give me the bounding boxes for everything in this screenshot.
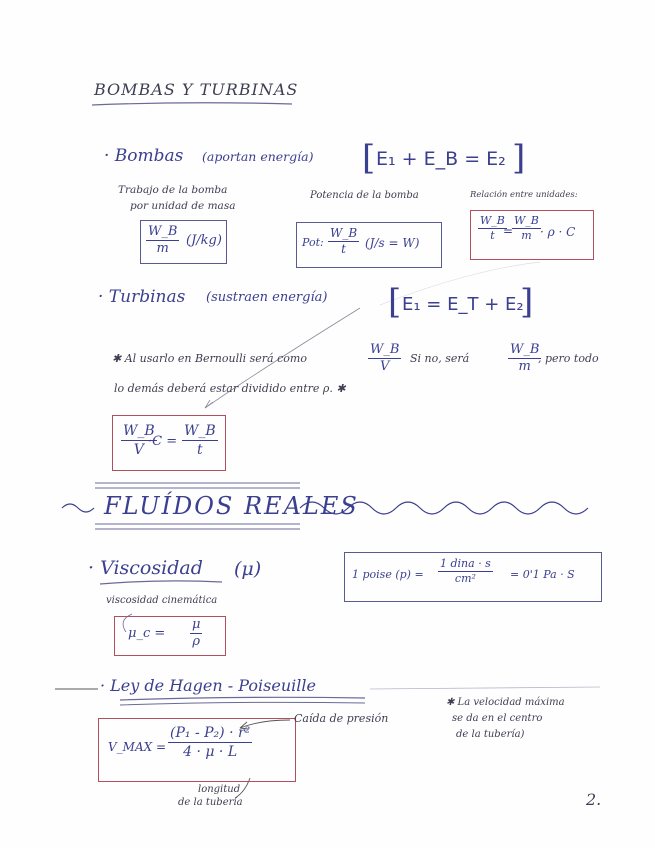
bombas-label: · Bombas [104,146,184,166]
hagen-fraction [168,726,252,760]
hagen-right-rule [370,687,600,689]
longitud-label-1: longitud [198,784,241,795]
bombas-paren: (aportan energía) [202,149,314,164]
title-underline [92,103,292,105]
hagen-num: (P₁ - P₂) · r² [168,726,252,743]
poise-num: 1 dina · s [438,558,493,572]
hagen-label: · Ley de Hagen - Poiseuille [100,676,316,695]
turbinas-paren: (sustraen energía) [206,290,328,305]
relacion-a-den: t [490,229,495,243]
cinematica-lhs: μ_c = [128,626,166,641]
trabajo-label-2: por unidad de masa [130,200,236,212]
hagen-vmax: V_MAX = [108,740,167,754]
turbinas-bracket-right: ] [520,282,534,322]
potencia-num: W_B [328,227,359,242]
potencia-label: Potencia de la bomba [310,190,419,201]
potencia-fraction [328,227,359,257]
hagen-underline-1 [120,697,365,700]
relacion-fraction-b [512,215,541,243]
note-line1-c: , pero todo [538,352,599,365]
longitud-label-2: de la tubería [178,797,243,808]
note-box-num1: W_B [121,424,157,441]
relacion-label: Relación entre unidades: [470,190,578,200]
note-frac1-den: V [380,359,390,375]
relacion-b-den: m [521,229,532,243]
hagen-note-2: se da en el centro [452,713,543,724]
note-frac1-num: W_B [368,343,401,359]
note-line2: lo demás deberá estar dividido entre ρ. ✱ [114,382,346,395]
note-box-mid: ·C = [148,434,178,449]
bombas-equation: E₁ + E_B = E₂ [376,148,506,170]
bombas-bracket-right: ] [512,138,526,178]
turbinas-bracket-left: [ [388,282,402,322]
note-frac2-num: W_B [508,343,541,359]
trabajo-fraction [146,225,179,257]
caida-label: Caída de presión [294,712,389,725]
cinematica-num: μ [190,618,202,634]
note-line1-a: ✱ Al usarlo en Bernoulli será como [112,352,307,365]
relacion-rest: · ρ · C [540,225,576,239]
wave-left [62,504,94,512]
fluidos-title: FLUÍDOS REALES [104,492,359,520]
hagen-den: 4 · μ · L [183,744,238,761]
poise-den: cm² [454,572,476,586]
note-frac2-den: m [518,359,531,375]
poise-right: = 0'1 Pa · S [510,568,575,581]
cinematica-den: ρ [192,634,201,650]
note-box-fraction-2 [182,424,218,458]
note-fraction-2 [508,343,541,375]
cinematica-fraction [190,618,202,650]
note-arrowhead [205,400,213,408]
cinematica-label: viscosidad cinemática [106,595,218,606]
note-fraction-1 [368,343,401,375]
bombas-bracket-left: [ [362,138,376,178]
viscosidad-label: · Viscosidad [88,557,203,579]
viscosidad-underline [100,581,222,584]
potencia-unit: (J/s = W) [365,236,420,250]
hagen-note-1: ✱ La velocidad máxima [446,697,565,708]
hagen-underline-2 [120,702,365,705]
turbinas-equation: E₁ = E_T + E₂ [402,294,524,315]
potencia-den: t [341,242,346,257]
potencia-prefix: Pot: [302,236,324,249]
relacion-a-num: W_B [478,215,507,229]
poise-left: 1 poise (p) = [352,568,424,581]
relacion-equals: = [503,224,514,238]
trabajo-unit: (J/kg) [186,233,222,248]
viscosidad-symbol: (μ) [234,558,262,580]
note-line1-b: Si no, será [410,352,470,365]
page-title: BOMBAS Y TURBINAS [94,80,299,99]
hagen-note-3: de la tubería) [456,729,525,740]
note-box-den2: t [197,442,203,459]
turbinas-label: · Turbinas [98,287,186,307]
relacion-b-num: W_B [512,215,541,229]
trabajo-label-1: Trabajo de la bomba [118,184,228,196]
note-box-num2: W_B [182,424,218,441]
trabajo-num: W_B [146,225,179,241]
poise-fraction [438,558,493,586]
note-box-den1: V [133,442,144,459]
trabajo-den: m [156,241,169,257]
page-number: 2. [586,790,602,809]
